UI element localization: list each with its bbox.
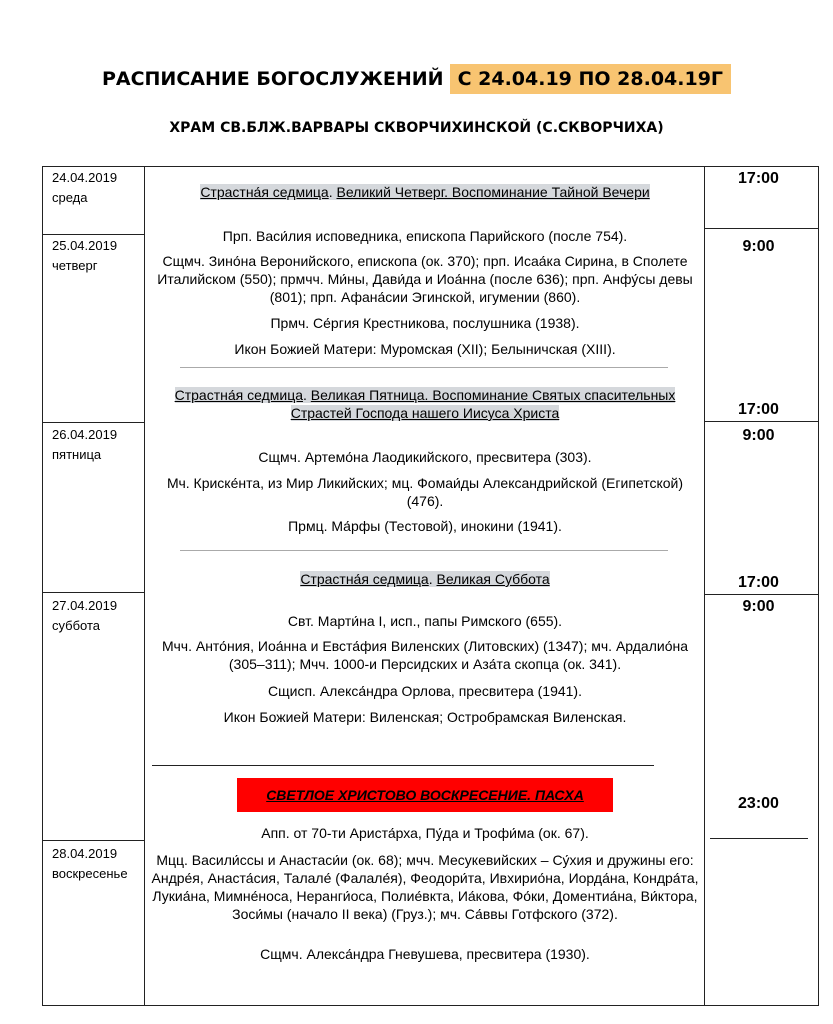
icon-feast-entry: Икон Божией Матери: Муромская (XII); Белыничская (XIII). xyxy=(234,341,616,357)
table-bottom-border xyxy=(42,1005,819,1006)
service-time: 17:00 xyxy=(738,170,779,187)
service-time: 9:00 xyxy=(742,598,775,615)
day-weekday: пятница xyxy=(52,447,102,462)
saint-entry: Апп. от 70-ти Ариста́рха, Пу́да и Трофи́ма (ок. 67). xyxy=(261,825,589,841)
title-main: РАСПИСАНИЕ БОГОСЛУЖЕНИЙ xyxy=(101,68,444,90)
service-heading: Страстна́я седмица. Великая Суббота xyxy=(300,571,550,587)
feast-name: Великая Пятница. Воспоминание Святых спасительных Страстей Господа нашего Иисуса Христа xyxy=(290,387,676,421)
day-date: 26.04.2019 xyxy=(52,427,118,442)
day-cell xyxy=(52,425,117,465)
time-underline xyxy=(710,838,808,839)
day-cell xyxy=(52,844,128,884)
pascha-title: СВЕТЛОЕ ХРИСТОВО ВОСКРЕСЕНИЕ. ПАСХА xyxy=(237,778,613,812)
week-name: Страстна́я седмица xyxy=(300,571,429,587)
saint-entry: Мцц. Васили́ссы и Анастаси́и (ок. 68); мчч. Месукевийских – Су́хия и дружины его: Андре́я, Анаста́сия, Талале́ (Фалале́я), Феодори́та, Ивхирио́на, Иорда́на, Кондра́та, Лукиа́на, Мимне́носа, Неранги́оса, Полие́вкта, Иа́кова, Фо́ки, Доментиа́на, Ви́ктора, Зоси́мы (начало II века) (Груз.); мч. Са́ввы Готфского (372). xyxy=(151,852,699,922)
table-left-border xyxy=(42,166,43,1006)
date-row-divider xyxy=(42,422,144,423)
feast-name: Великий Четверг. Воспоминание Тайной Вечери xyxy=(336,184,650,200)
day-date: 25.04.2019 xyxy=(52,238,118,253)
service-time: 9:00 xyxy=(742,238,775,255)
service-time: 23:00 xyxy=(738,795,779,812)
week-name: Страстна́я седмица xyxy=(174,387,304,403)
day-date: 28.04.2019 xyxy=(52,846,118,861)
date-row-divider xyxy=(42,234,144,235)
page-title xyxy=(0,64,833,98)
day-weekday: четверг xyxy=(52,258,98,273)
saint-entry: Сщмч. Алекса́ндра Гневушева, пресвитера (1930). xyxy=(260,946,590,962)
feast-name: Великая Суббота xyxy=(436,571,550,587)
saint-entry: Сщмч. Зино́на Веронийского, епископа (ок. 370); прп. Исаа́ка Сирина, в Сполете Италийском (550); прмчч. Ми́ны, Дави́да и Иоа́нна (после 636); прп. Анфу́сы девы (801); прп. Афана́сии Эгинской, игумении (860). xyxy=(157,253,693,305)
day-weekday: суббота xyxy=(52,618,101,633)
day-cell xyxy=(52,596,117,636)
service-heading: Страстна́я седмица. Великий Четверг. Воспоминание Тайной Вечери xyxy=(200,184,650,200)
section-divider xyxy=(180,367,668,368)
day-weekday: воскресенье xyxy=(52,866,128,881)
pascha-separator xyxy=(152,765,654,766)
day-cell xyxy=(52,236,117,276)
saint-entry: Мч. Криске́нта, из Мир Ликийских; мц. Фомаи́ды Александрийской (Египетской) (476). xyxy=(166,475,684,509)
day-date: 27.04.2019 xyxy=(52,598,118,613)
day-date: 24.04.2019 xyxy=(52,170,118,185)
saint-entry: Мчч. Анто́ния, Иоа́нна и Евста́фия Виленских (Литовских) (1347); мч. Ардалио́на (305–311); Мчч. 1000-и Персидских и Аза́та скопца (ок. 341). xyxy=(161,638,688,672)
saint-entry: Свт. Марти́на I, исп., папы Римского (655). xyxy=(287,613,563,629)
service-heading: Страстна́я седмица. Великая Пятница. Воспоминание Святых спасительных Страстей Господа нашего Иисуса Христа xyxy=(174,387,676,421)
pascha-banner xyxy=(148,778,702,812)
saint-entry: Сщисп. Алекса́ндра Орлова, пресвитера (1941). xyxy=(268,683,582,699)
col-divider-2 xyxy=(704,166,705,1006)
date-row-divider xyxy=(42,592,144,593)
day-cell xyxy=(52,168,117,208)
saint-entry: Прмц. Ма́рфы (Тестовой), инокини (1941). xyxy=(288,518,562,534)
title-dates: С 24.04.19 ПО 28.04.19Г xyxy=(450,64,731,94)
date-row-divider xyxy=(42,840,144,841)
time-row-divider xyxy=(704,594,818,595)
table-right-border xyxy=(818,166,819,1006)
week-name: Страстна́я седмица xyxy=(200,184,329,200)
section-divider xyxy=(180,550,668,551)
saint-entry: Прмч. Се́ргия Крестникова, послушника (1938). xyxy=(270,315,580,331)
time-row-divider xyxy=(704,421,818,422)
time-row-divider xyxy=(704,228,818,229)
icon-feast-entry: Икон Божией Матери: Виленская; Остробрамская Виленская. xyxy=(223,709,627,725)
church-name: ХРАМ СВ.БЛЖ.ВАРВАРЫ СКВОРЧИХИНСКОЙ (С.СКВОРЧИХА) xyxy=(169,120,664,136)
day-weekday: среда xyxy=(52,190,88,205)
col-divider-1 xyxy=(144,166,145,1006)
service-time: 17:00 xyxy=(738,401,779,418)
saint-entry: Сщмч. Артемо́на Лаодикийского, пресвитера (303). xyxy=(258,449,592,465)
table-top-border xyxy=(42,166,819,167)
service-time: 9:00 xyxy=(742,427,775,444)
saint-entry: Прп. Васи́лия исповедника, епископа Парийского (после 754). xyxy=(222,228,628,244)
service-time: 17:00 xyxy=(738,574,779,591)
